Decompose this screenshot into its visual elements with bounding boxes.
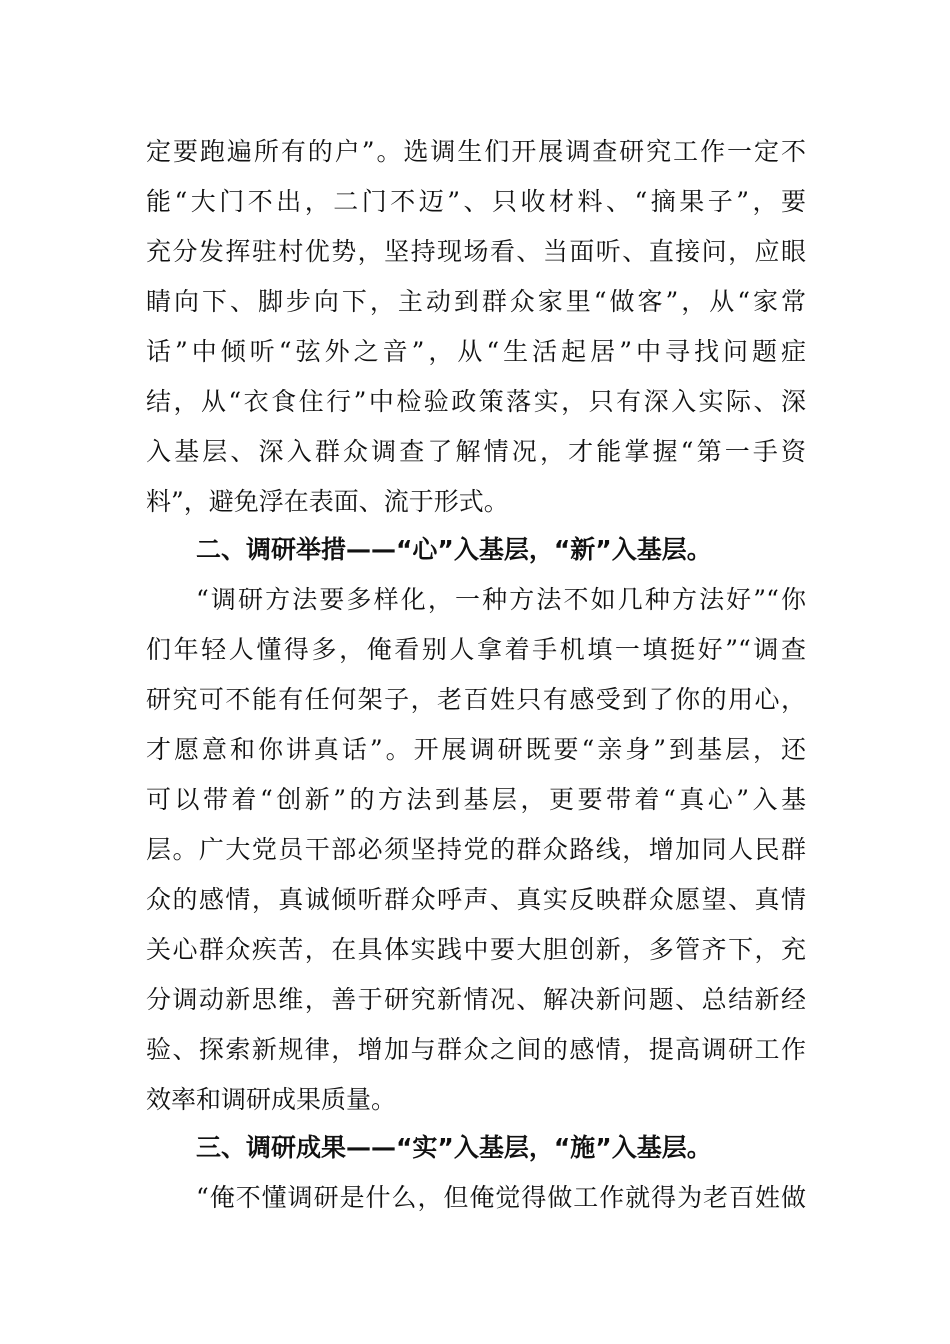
paragraph-line: “调研方法要多样化，一种方法不如几种方法好”“你 xyxy=(196,585,806,614)
paragraph-line: 充分发挥驻村优势，坚持现场看、当面听、直接问，应眼 xyxy=(146,237,806,266)
paragraph-line: “俺不懂调研是什么，但俺觉得做工作就得为老百姓做 xyxy=(196,1183,806,1212)
section-heading: 三、调研成果——“实”入基层，“施”入基层。 xyxy=(196,1133,712,1162)
paragraph-line: 验、探索新规律，增加与群众之间的感情，提高调研工作 xyxy=(146,1035,806,1064)
paragraph-line: 分调动新思维，善于研究新情况、解决新问题、总结新经 xyxy=(146,985,806,1014)
paragraph-line: 层。广大党员干部必须坚持党的群众路线，增加同人民群 xyxy=(146,835,806,864)
paragraph-line: 可以带着“创新”的方法到基层，更要带着“真心”入基 xyxy=(146,785,806,814)
paragraph-line: 睛向下、脚步向下，主动到群众家里“做客”，从“家常 xyxy=(146,287,806,316)
paragraph-line: 关心群众疾苦，在具体实践中要大胆创新，多管齐下，充 xyxy=(146,935,806,964)
paragraph-line: 料”，避免浮在表面、流于形式。 xyxy=(146,487,509,516)
paragraph-line: 话”中倾听“弦外之音”，从“生活起居”中寻找问题症 xyxy=(146,337,806,366)
paragraph-line: 众的感情，真诚倾听群众呼声、真实反映群众愿望、真情 xyxy=(146,885,806,914)
paragraph-line: 入基层、深入群众调查了解情况，才能掌握“第一手资 xyxy=(146,437,806,466)
paragraph-line: 效率和调研成果质量。 xyxy=(146,1085,397,1114)
section-heading: 二、调研举措——“心”入基层，“新”入基层。 xyxy=(196,535,712,564)
paragraph-line: 结，从“衣食住行”中检验政策落实，只有深入实际、深 xyxy=(146,387,806,416)
paragraph-line: 能“大门不出，二门不迈”、只收材料、“摘果子”，要 xyxy=(146,187,806,216)
paragraph-line: 们年轻人懂得多，俺看别人拿着手机填一填挺好”“调查 xyxy=(146,635,806,664)
paragraph-line: 研究可不能有任何架子，老百姓只有感受到了你的用心， xyxy=(146,685,806,714)
paragraph-line: 才愿意和你讲真话”。开展调研既要“亲身”到基层，还 xyxy=(146,735,806,764)
paragraph-line: 定要跑遍所有的户”。选调生们开展调查研究工作一定不 xyxy=(146,137,806,166)
